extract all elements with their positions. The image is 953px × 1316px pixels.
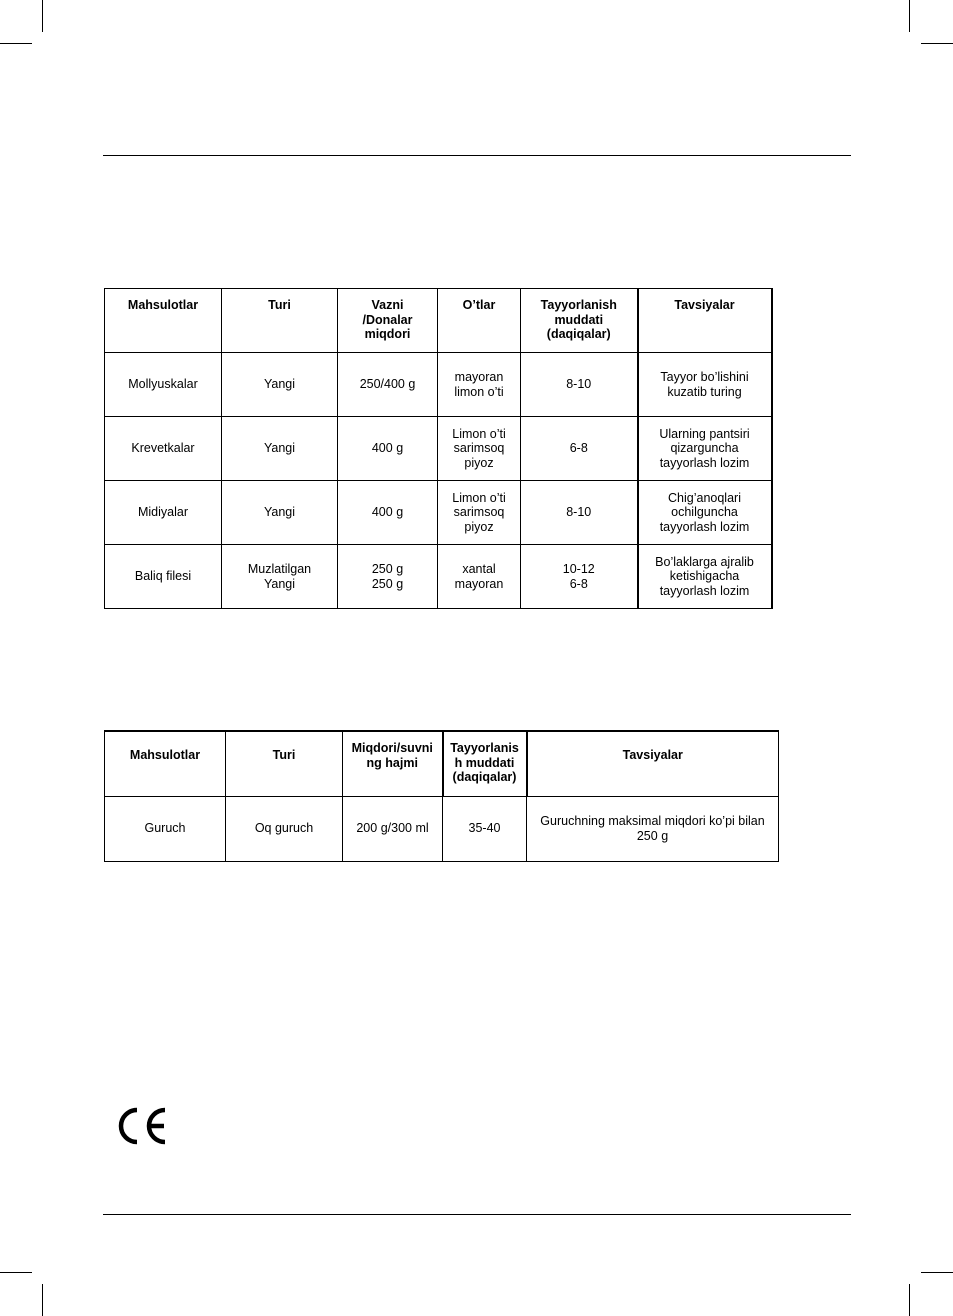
cell-text-line: qizarguncha: [670, 441, 739, 456]
header-cell: [638, 289, 772, 353]
cell-text-line: sarimsoq: [453, 505, 505, 520]
cell-text-line: 10-12: [562, 562, 595, 576]
cell-text-line: Limon o’ti: [452, 426, 506, 441]
cell-text-line: 250 g: [636, 828, 669, 843]
table-cell: [527, 796, 779, 861]
cell-text-line: ketishigacha: [669, 569, 740, 584]
cell-text-line: Yangi: [263, 505, 296, 520]
cell-text-line: 400 g: [371, 505, 404, 520]
table-cell: [338, 481, 438, 545]
header-cell: [338, 289, 438, 353]
table-header-row: [105, 731, 779, 796]
cell-text-line: miqdori: [364, 327, 411, 341]
table-row: [105, 545, 772, 609]
cell-text-line: Tavsiyalar: [622, 748, 683, 762]
table-cell: [222, 545, 338, 609]
header-cell: [443, 731, 527, 796]
table-row: [105, 481, 772, 545]
table-cell: [438, 481, 521, 545]
cell-text-line: Vazni: [371, 298, 404, 312]
table-cell: [521, 481, 638, 545]
crop-mark-bl-v: [42, 1284, 43, 1316]
table-cell: [638, 481, 772, 545]
cell-text-line: mayoran: [454, 576, 504, 591]
crop-mark-br-h: [921, 1272, 953, 1273]
cell-text-line: 8-10: [566, 505, 592, 520]
cell-text-line: Turi: [268, 298, 291, 312]
cell-text-line: Muzlatilgan: [247, 562, 312, 576]
header-cell: [438, 289, 521, 353]
table-row: [105, 353, 772, 417]
table-cell: [222, 481, 338, 545]
footer-rule: [103, 1214, 851, 1215]
cell-text-line: Tayyorlanis: [450, 741, 519, 755]
rice-cooking-table: [104, 730, 779, 862]
cell-text-line: sarimsoq: [453, 441, 505, 456]
cell-text-line: /Donalar: [362, 312, 413, 327]
cell-text-line: Krevetkalar: [131, 441, 195, 456]
table-cell: [105, 353, 222, 417]
cell-text-line: muddati: [554, 312, 604, 327]
seafood-cooking-table: [104, 288, 773, 609]
cell-text-line: 250 g: [371, 562, 404, 576]
cell-text-line: 250/400 g: [359, 377, 416, 392]
cell-text-line: mayoran: [454, 370, 504, 384]
cell-text-line: ng hajmi: [366, 755, 418, 770]
table-cell: [521, 545, 638, 609]
cell-text-line: Guruch: [144, 821, 186, 836]
cell-text-line: h muddati: [454, 755, 515, 770]
header-cell: [105, 731, 226, 796]
cell-text-line: tayyorlash lozim: [659, 455, 750, 470]
table-cell: [521, 353, 638, 417]
cell-text-line: Tayyorlanish: [540, 298, 617, 312]
table-cell: [521, 417, 638, 481]
table-cell: [343, 796, 443, 861]
cell-text-line: Mahsulotlar: [129, 748, 201, 762]
table-cell: [105, 545, 222, 609]
crop-mark-tl-h: [0, 43, 32, 44]
table-cell: [438, 417, 521, 481]
cell-text-line: (daqiqalar): [546, 327, 611, 341]
crop-mark-tl-v: [42, 0, 43, 32]
cell-text-line: Ularning pantsiri: [659, 426, 750, 441]
cell-text-line: 400 g: [371, 441, 404, 456]
cell-text-line: Yangi: [263, 576, 296, 591]
cell-text-line: 35-40: [468, 821, 501, 836]
cell-text-line: tayyorlash lozim: [659, 519, 750, 534]
table-cell: [338, 417, 438, 481]
cell-text-line: Tayyor bo’lishini: [660, 370, 749, 384]
table-row: [105, 417, 772, 481]
table-header-row: [105, 289, 772, 353]
cell-text-line: Tavsiyalar: [674, 298, 735, 312]
cell-text-line: limon o’ti: [454, 384, 504, 399]
cell-text-line: Mahsulotlar: [127, 298, 199, 312]
crop-mark-tr-h: [921, 43, 953, 44]
cell-text-line: Chig’anoqlari: [668, 490, 741, 505]
table-cell: [638, 417, 772, 481]
header-cell: [343, 731, 443, 796]
table-cell: [105, 417, 222, 481]
table-cell: [226, 796, 343, 861]
cell-text-line: Guruchning maksimal miqdori ko’pi bilan: [540, 814, 765, 828]
table-cell: [222, 417, 338, 481]
header-cell: [226, 731, 343, 796]
table-cell: [222, 353, 338, 417]
table-cell: [338, 353, 438, 417]
crop-mark-tr-v: [909, 0, 910, 32]
cell-text-line: xantal: [462, 562, 496, 576]
table-cell: [438, 545, 521, 609]
cell-text-line: O’tlar: [462, 298, 496, 312]
cell-text-line: kuzatib turing: [667, 384, 742, 399]
table-cell: [438, 353, 521, 417]
cell-text-line: Yangi: [263, 377, 296, 392]
cell-text-line: (daqiqalar): [452, 770, 517, 784]
cell-text-line: Bo’laklarga ajralib: [655, 554, 754, 569]
header-cell: [222, 289, 338, 353]
cell-text-line: 250 g: [371, 576, 404, 591]
cell-text-line: Oq guruch: [254, 821, 314, 836]
table-cell: [105, 796, 226, 861]
table-cell: [338, 545, 438, 609]
table-cell: [443, 796, 527, 861]
table-cell: [638, 545, 772, 609]
crop-mark-bl-h: [0, 1272, 32, 1273]
cell-text-line: Yangi: [263, 441, 296, 456]
cell-text-line: 8-10: [566, 377, 592, 392]
cell-text-line: Miqdori/suvni: [351, 741, 433, 755]
cell-text-line: piyoz: [464, 519, 494, 534]
table-cell: [105, 481, 222, 545]
table-row: [105, 796, 779, 861]
cell-text-line: Turi: [272, 748, 296, 762]
crop-mark-br-v: [909, 1284, 910, 1316]
header-cell: [521, 289, 638, 353]
header-cell: [527, 731, 779, 796]
ce-mark-logo: [118, 1106, 170, 1146]
cell-text-line: ochilguncha: [671, 505, 738, 520]
cell-text-line: Mollyuskalar: [128, 377, 198, 392]
cell-text-line: Midiyalar: [137, 505, 188, 520]
table-cell: [638, 353, 772, 417]
cell-text-line: 6-8: [569, 576, 588, 591]
header-rule: [103, 155, 851, 156]
cell-text-line: 200 g/300 ml: [356, 821, 429, 836]
cell-text-line: tayyorlash lozim: [659, 583, 750, 598]
cell-text-line: Limon o’ti: [452, 490, 506, 505]
header-cell: [105, 289, 222, 353]
cell-text-line: piyoz: [464, 455, 494, 470]
cell-text-line: 6-8: [569, 441, 588, 456]
cell-text-line: Baliq filesi: [134, 569, 192, 584]
